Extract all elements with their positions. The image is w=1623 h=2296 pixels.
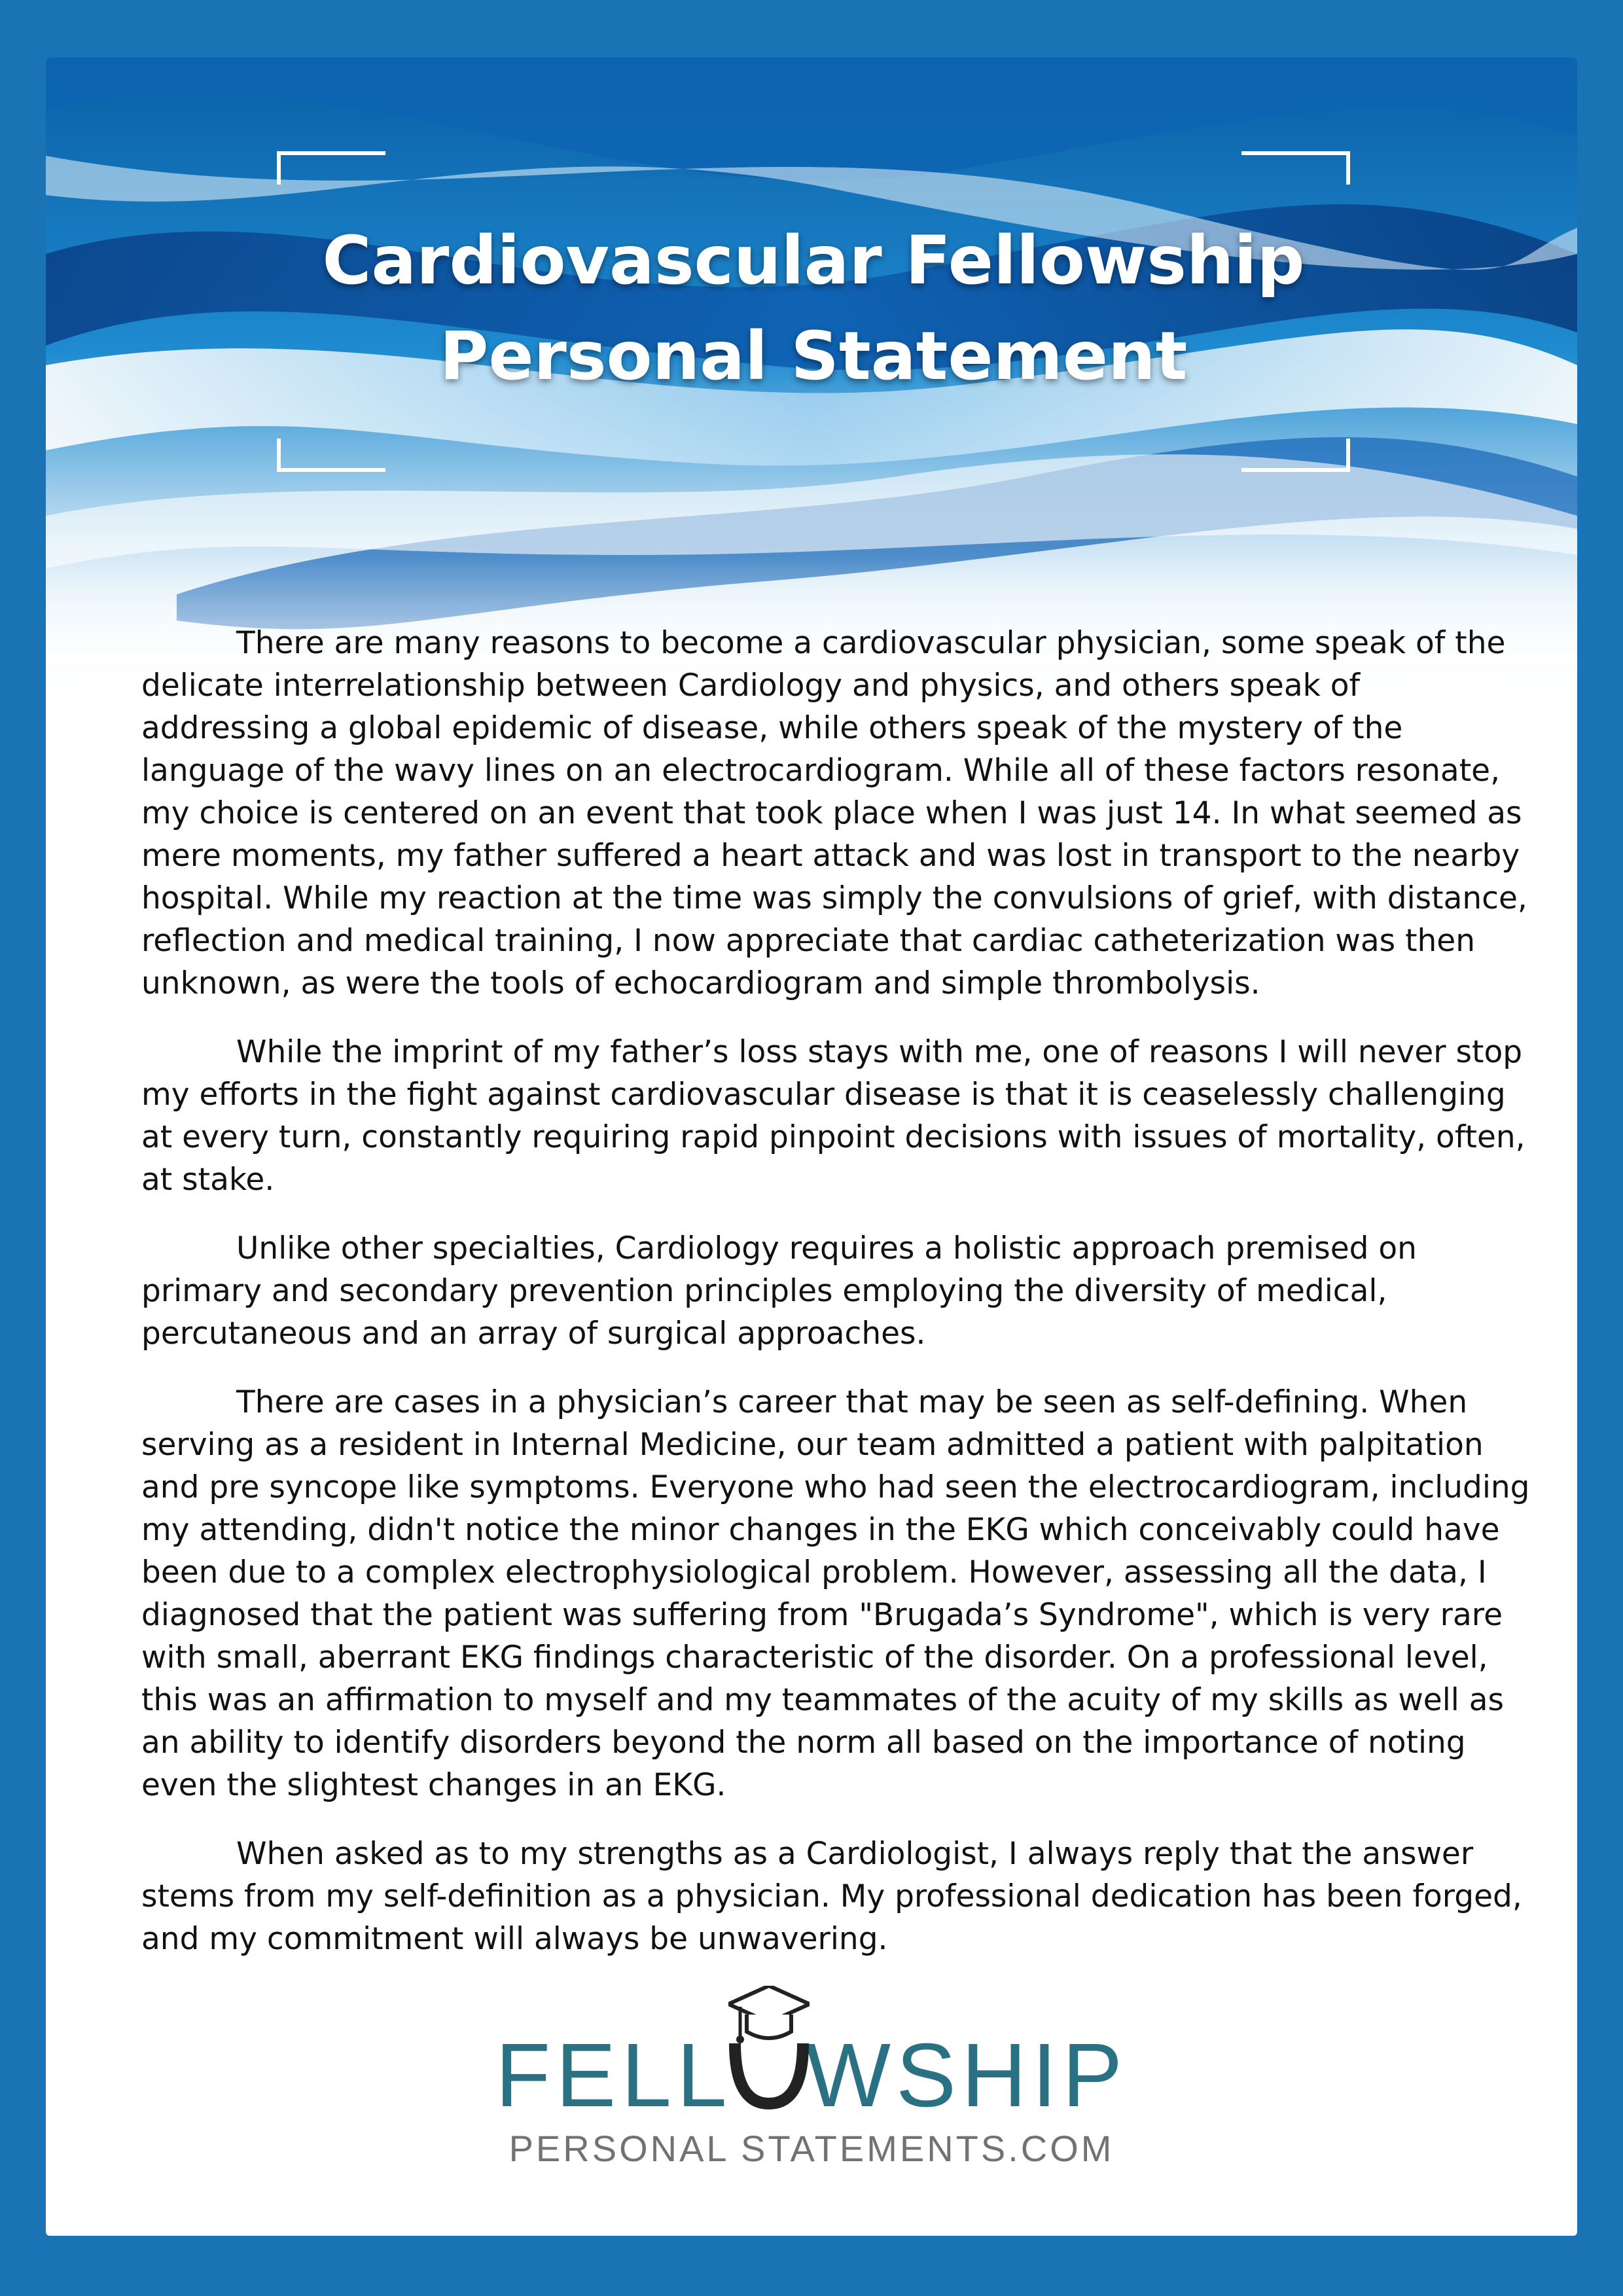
title-frame — [277, 151, 1350, 472]
paragraph-5: When asked as to my strengths as a Cardiologist, I always reply that the answer stems from my self-definition as a physician. My professional dedication has been forged, and my commitment will always be unwavering. — [141, 1836, 1522, 1957]
logo-wordmark-right: WSHIP — [805, 2025, 1128, 2126]
frame-corner-bottom-left — [277, 439, 385, 472]
logo-wordmark-left: FELL — [495, 2025, 732, 2126]
title-line-1: Cardiovascular Fellowship — [322, 222, 1305, 300]
paragraph-4: There are cases in a physician’s career that may be seen as self-defining. When serving as a resident in Internal Medicine, our team admitted a patient with palpitation and pre syncope like symptoms. Everyone who had seen the electrocardiogram, including my attending, didn't notice the minor changes in the EKG which conceivably could have been due to a complex electrophysiological problem. However, assessing all the data, I diagnosed that the patient was suffering from "Brugada’s Syndrome", which is very rare with small, aberrant EKG findings characteristic of the disorder. On a professional level, this was an affirmation to myself and my teammates of the acuity of my skills as well as an ability to identify disorders beyond the norm all based on the importance of noting even the slightest changes in an EKG. — [141, 1384, 1530, 1803]
graduation-cap-icon — [735, 2032, 803, 2110]
statement-body — [141, 622, 1535, 1986]
page-title — [277, 213, 1350, 404]
logo-wordmark — [46, 2026, 1577, 2125]
document-page — [46, 58, 1577, 2236]
title-line-2: Personal Statement — [439, 317, 1188, 395]
frame-corner-top-right — [1241, 151, 1350, 185]
fellowship-logo — [46, 2026, 1577, 2197]
paragraph-3: Unlike other specialties, Cardiology requires a holistic approach premised on primary and secondary prevention principles employing the diversity of medical, percutaneous and an array of surgical approaches. — [141, 1230, 1417, 1352]
logo-subtitle: PERSONAL STATEMENTS.COM — [508, 2128, 1115, 2169]
paragraph-1: There are many reasons to become a cardiovascular physician, some speak of the delicate interrelationship between Cardiology and physics, and others speak of addressing a global epidemic of disease, while others speak of the mystery of the language of the wavy lines on an electrocardiogram. While all of these factors resonate, my choice is centered on an event that took place when I was just 14. In what seemed as mere moments, my father suffered a heart attack and was lost in transport to the nearby hospital. While my reaction at the time was simply the convulsions of grief, with distance, reflection and medical training, I now appreciate that cardiac catheterization was then unknown, as were the tools of echocardiogram and simple thrombolysis. — [141, 625, 1527, 1001]
frame-corner-bottom-right — [1241, 439, 1350, 472]
frame-corner-top-left — [277, 151, 385, 185]
paragraph-2: While the imprint of my father’s loss stays with me, one of reasons I will never stop my efforts in the fight against cardiovascular disease is that it is ceaselessly challenging at every turn, constantly requiring rapid pinpoint decisions with issues of mortality, often, at stake. — [141, 1034, 1525, 1198]
